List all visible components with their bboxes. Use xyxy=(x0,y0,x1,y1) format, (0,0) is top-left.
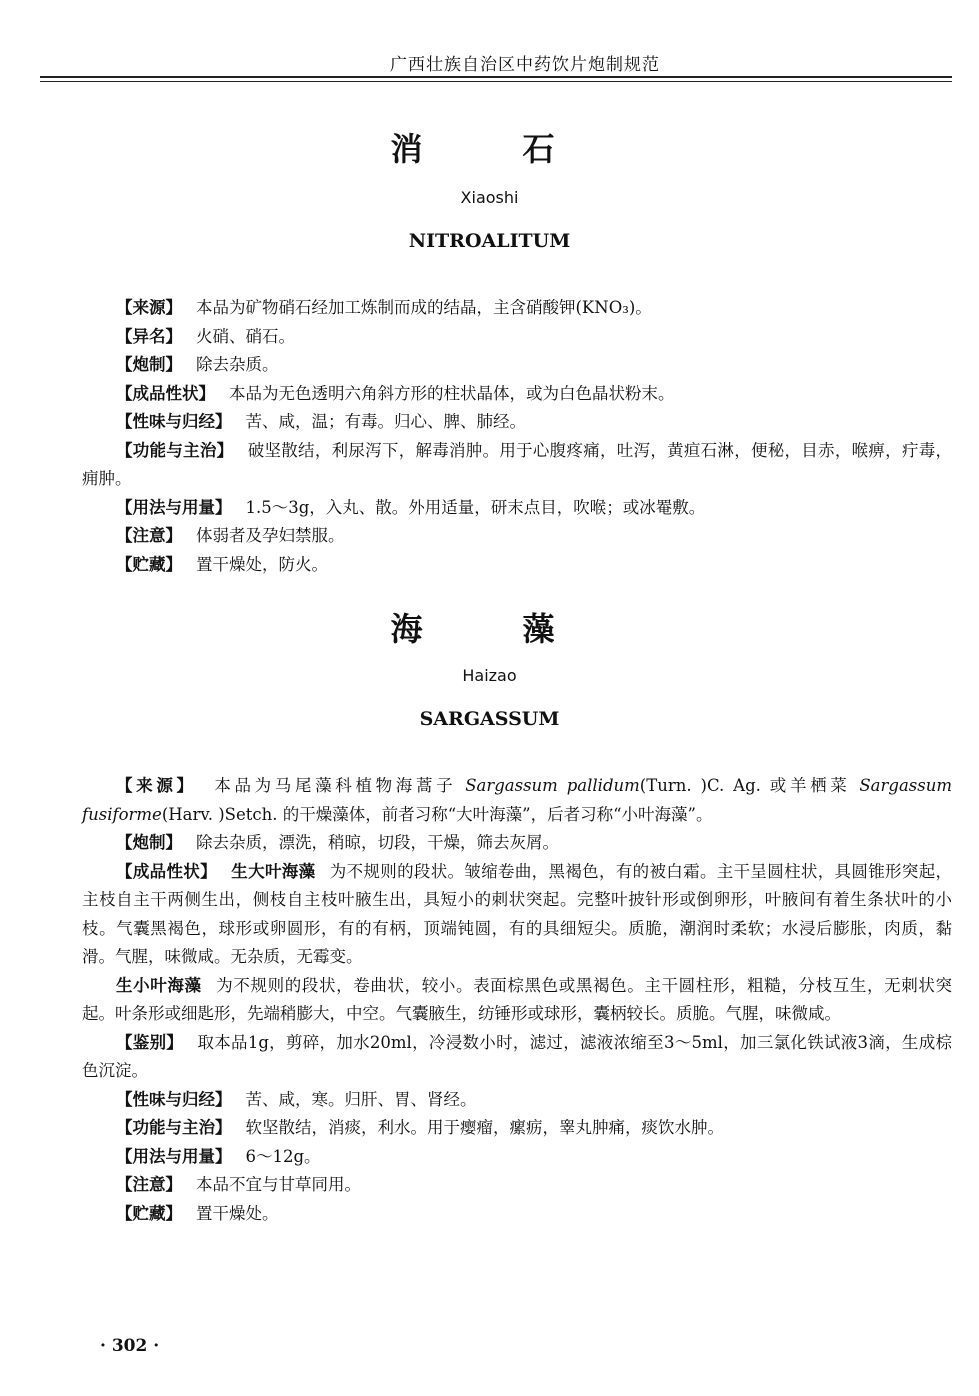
field-label: 【用法与用量】 xyxy=(116,497,232,517)
field-paragraph xyxy=(82,294,952,323)
field-text: 本品为无色透明六角斜方形的柱状晶体，或为白色晶状粉末。 xyxy=(229,383,675,403)
field-text: 苦、咸，温；有毒。归心、脾、肺经。 xyxy=(245,412,526,431)
field-label: 【注意】 xyxy=(116,526,182,545)
field-paragraph xyxy=(82,551,952,580)
field-paragraph xyxy=(82,351,952,380)
field-paragraph xyxy=(82,323,952,352)
field-label: 【贮藏】 xyxy=(116,1203,182,1223)
field-paragraph xyxy=(82,1086,952,1115)
field-text: 1.5～3g，入丸、散。外用适量，研末点目，吹喉；或冰罨敷。 xyxy=(245,497,706,517)
field-label: 【成品性状】 xyxy=(116,383,215,403)
field-text: 置干燥处，防火。 xyxy=(196,554,328,574)
species-name: Sargassum fusiforme xyxy=(82,776,952,824)
field-label: 【来源】 xyxy=(116,298,182,317)
field-text: 本品为马尾藻科植物海蒿子 xyxy=(210,776,466,795)
field-label: 【注意】 xyxy=(116,1175,182,1194)
field-text: 除去杂质。 xyxy=(196,355,279,374)
field-text: (Harv. )Setch. 的干燥藻体，前者习称“大叶海藻”，后者习称“小叶海藻”。 xyxy=(161,804,713,824)
field-paragraph xyxy=(82,494,952,523)
field-label: 【用法与用量】 xyxy=(116,1146,232,1166)
field-paragraph xyxy=(82,1114,952,1143)
field-paragraph xyxy=(82,380,952,409)
field-label: 【功能与主治】 xyxy=(116,1118,232,1137)
header-rule xyxy=(40,81,952,82)
field-text: 破坚散结，利尿泻下，解毒消肿。用于心腹疼痛，吐泻，黄疸石淋，便秘，目赤，喉痹，疔毒，痈肿。 xyxy=(82,440,953,488)
field-paragraph xyxy=(82,1200,952,1229)
field-label: 【贮藏】 xyxy=(116,554,182,574)
entry-body xyxy=(82,772,952,1228)
field-text: 除去杂质，漂洗，稍晾，切段，干燥，筛去灰屑。 xyxy=(196,833,559,852)
sub-label: 生大叶海藻 xyxy=(230,861,316,881)
field-label: 【性味与归经】 xyxy=(116,1089,232,1109)
header-title: 广西壮族自治区中药饮片炮制规范 xyxy=(390,55,660,75)
field-text: 本品不宜与甘草同用。 xyxy=(196,1175,361,1194)
field-paragraph xyxy=(82,772,952,829)
field-label: 【成品性状】 xyxy=(116,861,217,881)
sub-label: 生小叶海藻 xyxy=(116,975,202,995)
species-name: Sargassum pallidum xyxy=(465,776,640,795)
field-text: 体弱者及孕妇禁服。 xyxy=(196,526,345,545)
field-label: 【鉴别】 xyxy=(116,1032,184,1052)
page-number: · 302 · xyxy=(100,1336,160,1356)
field-text: (Turn. )C. Ag. 或羊栖菜 xyxy=(639,776,860,795)
field-paragraph xyxy=(82,1143,952,1172)
field-text: 为不规则的段状。皱缩卷曲，黑褐色，有的被白霜。主干呈圆柱状，具圆锥形突起，主枝自主干两侧生出，侧枝自主枝叶腋生出，具短小的刺状突起。完整叶披针形或倒卵形，叶腋间有着生条状叶的小枝。气囊黑褐色，球形或卵圆形，有的有柄，顶端钝圆，有的具细短尖。质脆，潮润时柔软；水浸后膨胀，肉质，黏滑。气腥，味微咸。无杂质，无霉变。 xyxy=(82,861,953,966)
field-text: 6～12g。 xyxy=(245,1146,321,1166)
field-label: 【炮制】 xyxy=(116,833,182,852)
field-paragraph xyxy=(82,972,952,1029)
running-header xyxy=(40,40,952,78)
entry-body xyxy=(82,294,952,579)
field-text: 火硝、硝石。 xyxy=(196,326,295,346)
field-text: 为不规则的段状，卷曲状，较小。表面棕黑色或黑褐色。主干圆柱形，粗糙，分枝互生，无刺状突起。叶条形或细匙形，先端稍膨大，中空。气囊腋生，纺锤形或球形，囊柄较长。质脆。气腥，味微咸。 xyxy=(82,975,952,1023)
entry-pinyin: Xiaoshi xyxy=(460,188,519,207)
field-paragraph xyxy=(82,829,952,858)
field-label: 【性味与归经】 xyxy=(116,412,232,431)
entry-latin-name: NITROALITUM xyxy=(408,230,571,252)
field-paragraph xyxy=(82,1171,952,1200)
entry-pinyin: Haizao xyxy=(462,666,517,685)
field-text: 苦、咸，寒。归肝、胃、肾经。 xyxy=(245,1089,477,1109)
field-label: 【来源】 xyxy=(116,776,197,795)
field-paragraph xyxy=(82,437,952,494)
field-label: 【炮制】 xyxy=(116,355,182,374)
entry-latin-name: SARGASSUM xyxy=(419,708,560,730)
field-label: 【功能与主治】 xyxy=(116,440,234,460)
field-text: 软坚散结，消痰，利水。用于瘿瘤，瘰疬，睾丸肿痛，痰饮水肿。 xyxy=(245,1118,724,1137)
field-label: 【异名】 xyxy=(116,326,182,346)
field-paragraph xyxy=(82,522,952,551)
entry-title: 消 石 xyxy=(390,130,589,168)
field-text: 取本品1g，剪碎，加水20ml，冷浸数小时，滤过，滤液浓缩至3～5ml，加三氯化铁试液3滴，生成棕色沉淀。 xyxy=(82,1032,953,1080)
entry-title: 海 藻 xyxy=(390,610,589,648)
field-text: 本品为矿物硝石经加工炼制而成的结晶，主含硝酸钾(KNO₃)。 xyxy=(196,298,652,317)
field-paragraph xyxy=(82,1029,952,1086)
field-text: 置干燥处。 xyxy=(196,1203,279,1223)
field-paragraph xyxy=(82,858,952,972)
field-paragraph xyxy=(82,408,952,437)
